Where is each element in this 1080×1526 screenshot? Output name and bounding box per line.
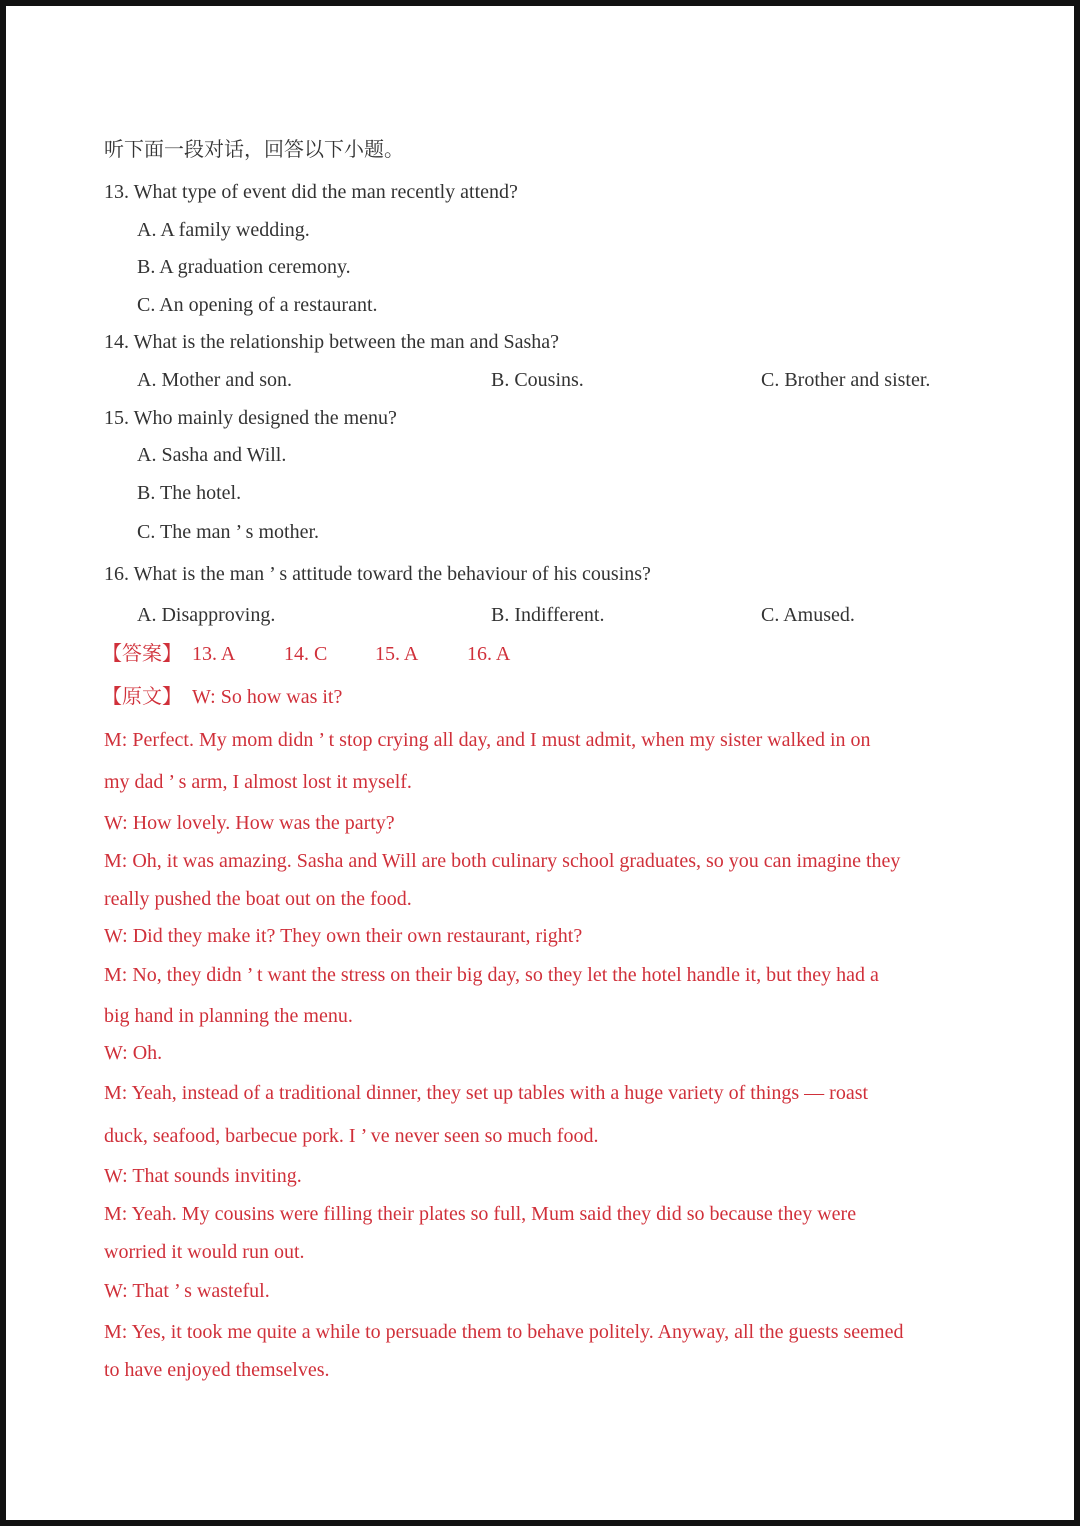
- transcript-line: to have enjoyed themselves.: [104, 1359, 330, 1381]
- transcript-line: M: Perfect. My mom didn ’ t stop crying all day, and I must admit, when my sister walked in on: [104, 729, 871, 751]
- answer-15: 15. A: [375, 643, 419, 665]
- transcript-line: W: Oh.: [104, 1042, 163, 1064]
- transcript-line: M: No, they didn ’ t want the stress on their big day, so they let the hotel handle it, but they had a: [104, 964, 879, 986]
- transcript-line: W: Did they make it? They own their own restaurant, right?: [104, 925, 583, 947]
- q14-option-b: B. Cousins.: [491, 369, 584, 391]
- answer-13: 13. A: [192, 643, 236, 665]
- transcript-line: W: That sounds inviting.: [104, 1165, 302, 1187]
- q15-option-c: C. The man ’ s mother.: [137, 521, 320, 543]
- transcript-line: really pushed the boat out on the food.: [104, 888, 412, 910]
- transcript-line: M: Oh, it was amazing. Sasha and Will are both culinary school graduates, so you can imagine they: [104, 850, 901, 872]
- transcript-line: W: How lovely. How was the party?: [104, 812, 395, 834]
- q13-option-a: A. A family wedding.: [137, 219, 310, 241]
- q13-option-c: C. An opening of a restaurant.: [137, 294, 378, 316]
- question-14: 14. What is the relationship between the man and Sasha?: [104, 331, 560, 353]
- transcript-line: M: Yeah. My cousins were filling their plates so full, Mum said they did so because they were: [104, 1203, 857, 1225]
- transcript-line: my dad ’ s arm, I almost lost it myself.: [104, 771, 412, 793]
- q14-option-c: C. Brother and sister.: [761, 369, 931, 391]
- question-15: 15. Who mainly designed the menu?: [104, 407, 397, 429]
- transcript-line: W: That ’ s wasteful.: [104, 1280, 270, 1302]
- transcript-line: duck, seafood, barbecue pork. I ’ ve never seen so much food.: [104, 1125, 599, 1147]
- transcript-line: worried it would run out.: [104, 1241, 305, 1263]
- transcript-line: big hand in planning the menu.: [104, 1005, 353, 1027]
- transcript-label: 【原文】: [102, 686, 182, 708]
- answer-label: 【答案】: [102, 643, 182, 665]
- question-13: 13. What type of event did the man recently attend?: [104, 181, 518, 203]
- transcript-line: M: Yes, it took me quite a while to persuade them to behave politely. Anyway, all the guests seemed: [104, 1321, 904, 1343]
- q16-option-b: B. Indifferent.: [491, 604, 605, 626]
- q16-option-a: A. Disapproving.: [137, 604, 276, 626]
- answer-16: 16. A: [467, 643, 511, 665]
- q16-option-c: C. Amused.: [761, 604, 855, 626]
- question-16: 16. What is the man ’ s attitude toward the behaviour of his cousins?: [104, 563, 651, 585]
- q14-option-a: A. Mother and son.: [137, 369, 292, 391]
- section-instruction: 听下面一段对话，回答以下小题。: [104, 139, 404, 161]
- transcript-line: M: Yeah, instead of a traditional dinner, they set up tables with a huge variety of things — roast: [104, 1082, 869, 1104]
- q13-option-b: B. A graduation ceremony.: [137, 256, 351, 278]
- transcript-line: W: So how was it?: [192, 686, 343, 708]
- answer-14: 14. C: [284, 643, 328, 665]
- q15-option-b: B. The hotel.: [137, 482, 242, 504]
- q15-option-a: A. Sasha and Will.: [137, 444, 287, 466]
